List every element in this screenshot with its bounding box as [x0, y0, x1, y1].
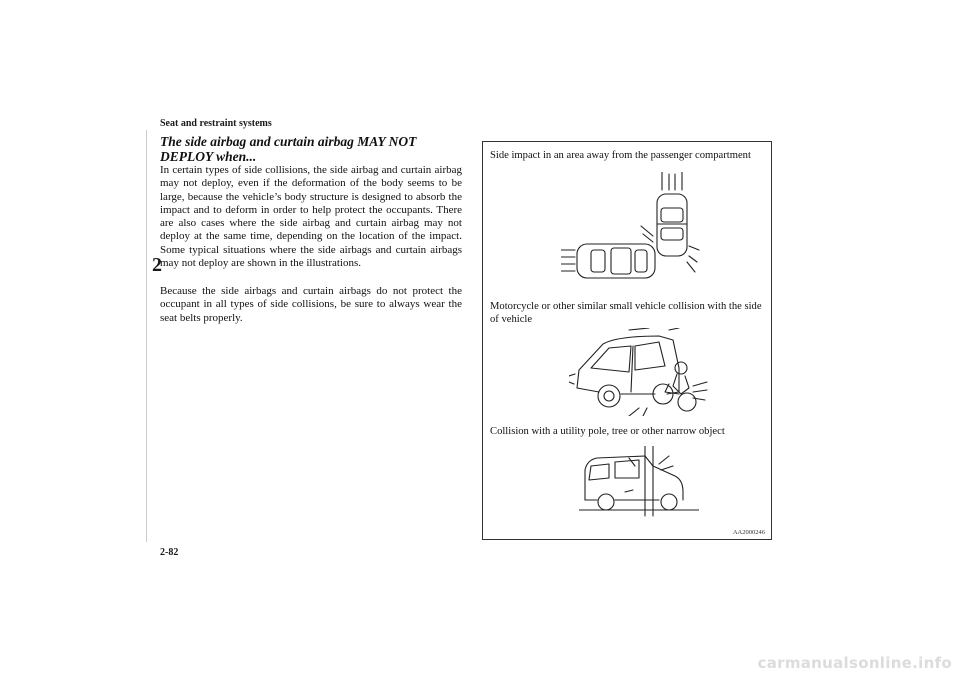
figure-caption-1: Side impact in an area away from the passenger compartment — [490, 150, 751, 161]
chapter-number: 2 — [152, 254, 162, 276]
motorcycle-collision-illustration-icon — [569, 328, 709, 416]
side-rule — [146, 130, 147, 542]
paragraph-2: Because the side airbags and curtain airbags do not protect the occupant in all types of side collisions, be sure to always wear the seat belts properly. — [160, 285, 462, 324]
pole-collision-illustration-icon — [579, 446, 699, 518]
figure-caption-3: Collision with a utility pole, tree or other narrow object — [490, 426, 725, 437]
page-number: 2-82 — [160, 547, 179, 558]
paragraph-1: In certain types of side collisions, the side airbag and curtain airbag may not deploy, even if the deformation of the body seems to be large, because the vehicle’s body structure is designed to absorb the impact and to deform in order to help protect the occupants. There are also cases where the side airbag and curtain airbag may not deploy at the same time, depending on the location of the impact. Some typical situations where the side airbags and curtain airbags may not deploy are shown in the illustrations. — [160, 164, 462, 270]
figure-code: AA2000246 — [732, 529, 765, 536]
section-header: Seat and restraint systems — [160, 118, 272, 129]
watermark: carmanualsonline.info — [757, 654, 952, 672]
page-heading: The side airbag and curtain airbag MAY NOT DEPLOY when... — [160, 134, 417, 164]
side-impact-illustration-icon — [561, 172, 701, 282]
figure-caption-2: Motorcycle or other similar small vehicle collision with the side of vehicle — [490, 301, 762, 325]
illustration-figure — [482, 141, 772, 540]
